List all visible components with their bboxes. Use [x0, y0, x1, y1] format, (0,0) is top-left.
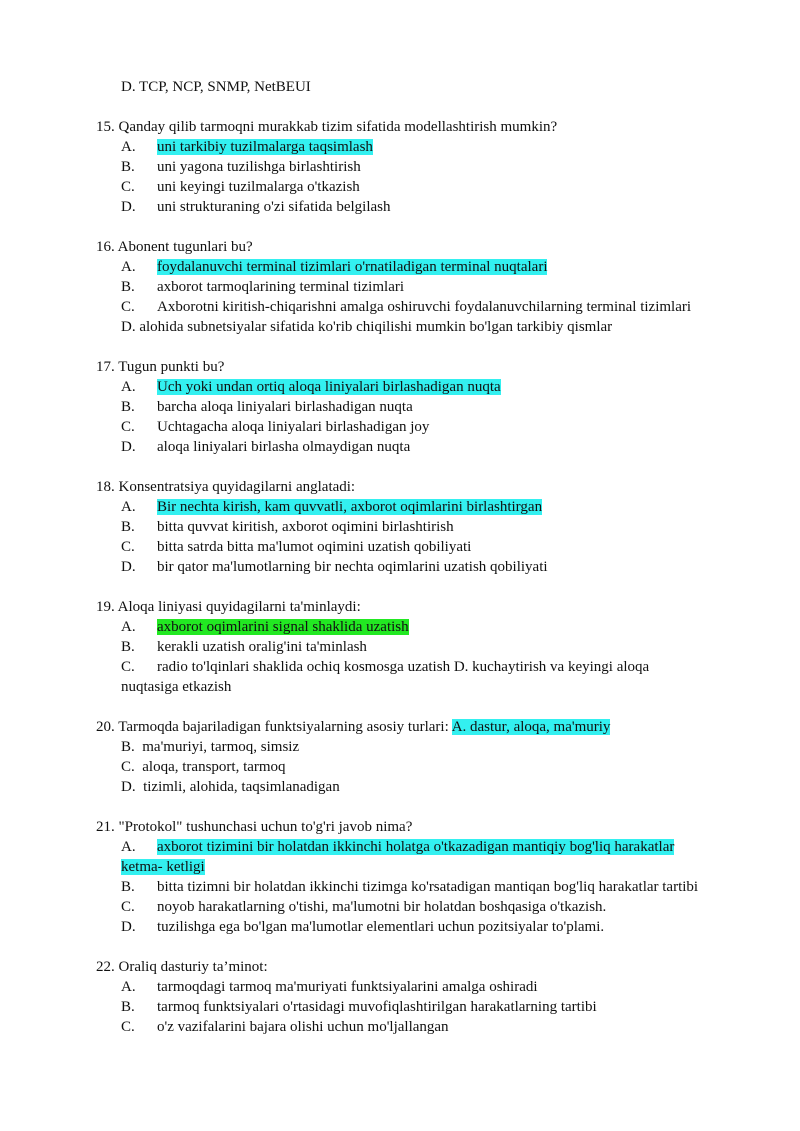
q20-text-c: aloqa, transport, tarmoq: [142, 759, 286, 775]
q18-option-d: bir qator ma'lumotlarning bir nechta oqimlarini uzatish qobiliyati: [157, 559, 548, 575]
q17-option-d: aloqa liniyalari birlasha olmaydigan nuqta: [157, 439, 411, 455]
q15-option-b: uni yagona tuzilishga birlashtirish: [157, 159, 361, 175]
q15-letter-d: D.: [121, 199, 136, 215]
highlighted-answer: axborot oqimlarini signal shaklida uzatish: [157, 619, 409, 635]
q21-option-c: noyob harakatlarning o'tishi, ma'lumotni bir holatdan boshqasiga o'tkazish.: [157, 899, 607, 915]
q20-option-c: [121, 757, 286, 777]
question-15: 15. Qanday qilib tarmoqni murakkab tizim sifatida modellashtirish mumkin?: [96, 119, 558, 135]
q21-option-a-line1: [157, 837, 674, 857]
q22-option-c: o'z vazifalarini bajara olishi uchun mo'ljallangan: [157, 1019, 449, 1035]
q18-letter-c: C.: [121, 539, 135, 555]
q16-letter-c: C.: [121, 299, 135, 315]
question-16: 16. Abonent tugunlari bu?: [96, 239, 253, 255]
q16-letter-a: A.: [121, 259, 136, 275]
q18-option-a: [157, 497, 542, 517]
q22-option-b: tarmoq funktsiyalari o'rtasidagi muvofiqlashtirilgan harakatlarning tartibi: [157, 999, 597, 1015]
question-21: 21. "Protokol" tushunchasi uchun to'g'ri javob nima?: [96, 819, 413, 835]
q19-letter-a: A.: [121, 619, 136, 635]
q20-option-d: [121, 777, 340, 797]
q17-letter-a: A.: [121, 379, 136, 395]
q19-continuation: nuqtasiga etkazish: [121, 679, 232, 695]
q18-option-b: bitta quvvat kiritish, axborot oqimini birlashtirish: [157, 519, 454, 535]
q19-option-b: kerakli uzatish oralig'ini ta'minlash: [157, 639, 367, 655]
q20-letter-d: D.: [121, 779, 136, 795]
q16-option-c: Axborotni kiritish-chiqarishni amalga oshiruvchi foydalanuvchilarning terminal tizimlari: [157, 299, 692, 315]
q22-letter-c: C.: [121, 1019, 135, 1035]
q21-option-b: bitta tizimni bir holatdan ikkinchi tizimga ko'rsatadigan mantiqan bog'liq harakatlar tartibi: [157, 879, 699, 895]
highlighted-answer: axborot tizimini bir holatdan ikkinchi holatga o'tkazadigan mantiqiy bog'liq harakatlar: [157, 839, 675, 855]
question-17: 17. Tugun punkti bu?: [96, 359, 225, 375]
q17-option-b: barcha aloqa liniyalari birlashadigan nuqta: [157, 399, 413, 415]
q20-option-b: [121, 737, 299, 757]
q19-option-c: radio to'lqinlari shaklida ochiq kosmosga uzatish D. kuchaytirish va keyingi aloqa: [157, 659, 650, 675]
highlighted-answer: Uch yoki undan ortiq aloqa liniyalari birlashadigan nuqta: [157, 379, 501, 395]
q21-letter-a: A.: [121, 839, 136, 855]
q16-option-b: axborot tarmoqlarining terminal tizimlari: [157, 279, 405, 295]
q15-option-a: [157, 137, 373, 157]
q15-option-d: uni strukturaning o'zi sifatida belgilash: [157, 199, 391, 215]
q21-option-a-line2: [121, 857, 205, 877]
question-19: 19. Aloqa liniyasi quyidagilarni ta'minlaydi:: [96, 599, 361, 615]
q21-letter-c: C.: [121, 899, 135, 915]
q19-letter-c: C.: [121, 659, 135, 675]
q17-letter-b: B.: [121, 399, 135, 415]
option-d-prev: D. TCP, NCP, SNMP, NetBEUI: [121, 79, 311, 95]
highlighted-answer: A. dastur, aloqa, ma'muriy: [451, 719, 611, 735]
q16-option-d: D. alohida subnetsiyalar sifatida ko'rib chiqilishi mumkin bo'lgan tarkibiy qismlar: [121, 319, 613, 335]
q21-letter-b: B.: [121, 879, 135, 895]
q20-letter-c: C.: [121, 759, 135, 775]
q22-option-a: tarmoqdagi tarmoq ma'muriyati funktsiyalarini amalga oshiradi: [157, 979, 538, 995]
q22-letter-a: A.: [121, 979, 136, 995]
q20-letter-b: B.: [121, 739, 135, 755]
q20-text-d: tizimli, alohida, taqsimlanadigan: [143, 779, 340, 795]
highlighted-answer: foydalanuvchi terminal tizimlari o'rnatiladigan terminal nuqtalari: [157, 259, 548, 275]
q20-text-b: ma'muriyi, tarmoq, simsiz: [142, 739, 300, 755]
q18-letter-b: B.: [121, 519, 135, 535]
q15-letter-c: C.: [121, 179, 135, 195]
question-20: [96, 717, 610, 737]
q15-option-c: uni keyingi tuzilmalarga o'tkazish: [157, 179, 360, 195]
highlighted-answer: uni tarkibiy tuzilmalarga taqsimlash: [157, 139, 373, 155]
q19-option-a: [157, 617, 409, 637]
q15-letter-a: A.: [121, 139, 136, 155]
q17-option-c: Uchtagacha aloqa liniyalari birlashadigan joy: [157, 419, 430, 435]
q17-letter-d: D.: [121, 439, 136, 455]
q18-letter-d: D.: [121, 559, 136, 575]
q21-letter-d: D.: [121, 919, 136, 935]
q16-letter-b: B.: [121, 279, 135, 295]
highlighted-answer-continued: ketma- ketligi: [121, 859, 205, 875]
q15-letter-b: B.: [121, 159, 135, 175]
question-18: 18. Konsentratsiya quyidagilarni anglatadi:: [96, 479, 356, 495]
question-22: 22. Oraliq dasturiy ta’minot:: [96, 959, 268, 975]
q17-option-a: [157, 377, 501, 397]
q16-option-a: [157, 257, 547, 277]
q19-letter-b: B.: [121, 639, 135, 655]
q17-letter-c: C.: [121, 419, 135, 435]
q18-option-c: bitta satrda bitta ma'lumot oqimini uzatish qobiliyati: [157, 539, 472, 555]
q22-letter-b: B.: [121, 999, 135, 1015]
highlighted-answer: Bir nechta kirish, kam quvvatli, axborot oqimlarini birlashtirgan: [157, 499, 543, 515]
question-20-text: 20. Tarmoqda bajariladigan funktsiyalarning asosiy turlari:: [96, 719, 449, 735]
q21-option-d: tuzilishga ega bo'lgan ma'lumotlar elementlari uchun pozitsiyalar to'plami.: [157, 919, 605, 935]
q18-letter-a: A.: [121, 499, 136, 515]
